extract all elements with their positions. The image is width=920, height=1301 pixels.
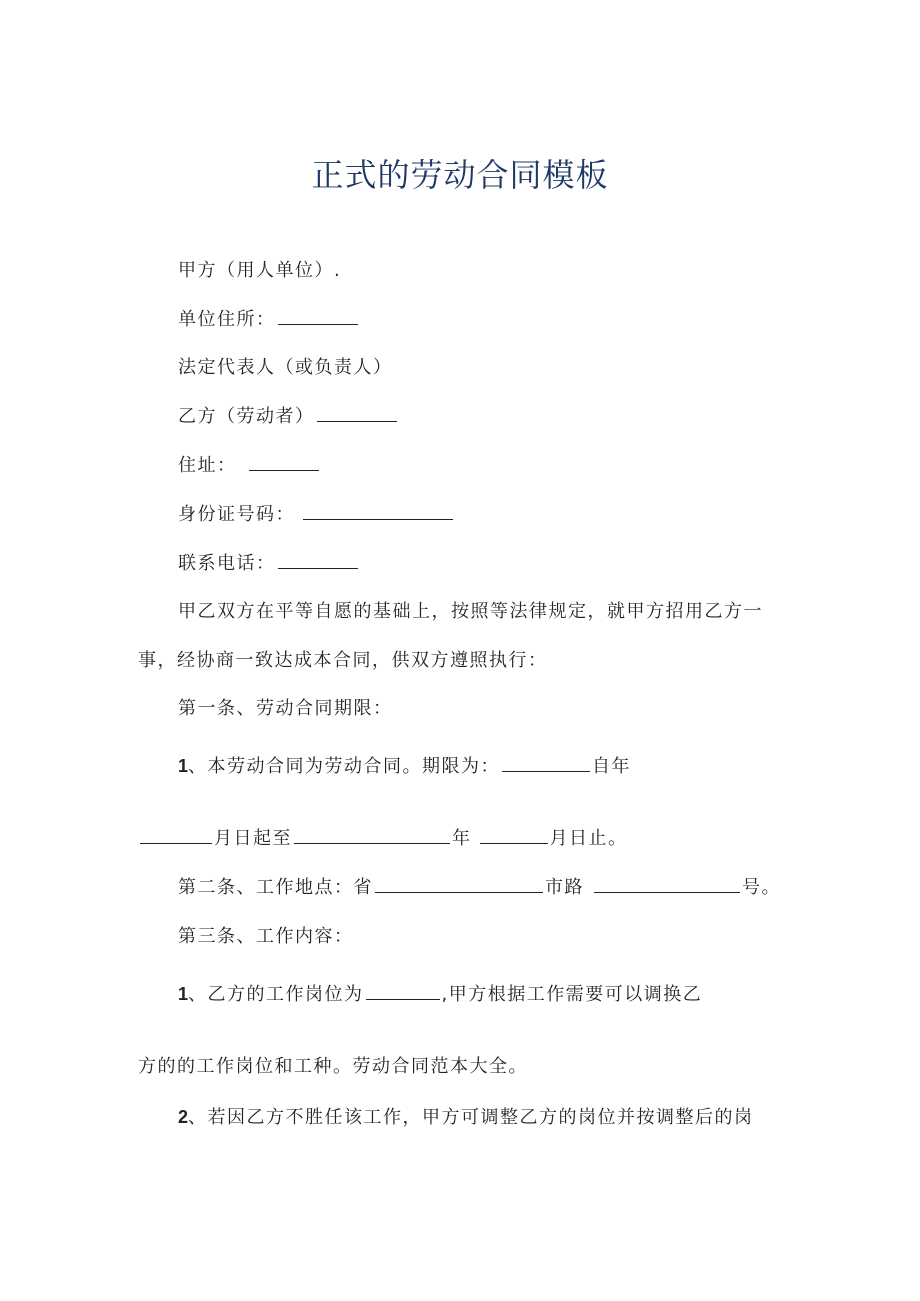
article-3-clause-2 bbox=[178, 1105, 754, 1130]
article-3-title: 第三条、工作内容： bbox=[178, 926, 354, 947]
end-month-blank bbox=[480, 827, 548, 844]
party-b-blank bbox=[317, 405, 397, 422]
phone-label: 联系电话： bbox=[178, 553, 276, 574]
term-type-blank bbox=[502, 755, 590, 772]
term-md1: 月日起至 bbox=[214, 828, 292, 849]
party-b-line bbox=[178, 405, 399, 429]
clause-text-2: ,甲方根据工作需要可以调换乙 bbox=[441, 984, 703, 1005]
id-label: 身份证号码： bbox=[178, 504, 295, 525]
position-blank bbox=[366, 983, 440, 1000]
article-3-clause-1 bbox=[178, 982, 702, 1007]
intro-line-1: 甲乙双方在平等自愿的基础上，按照等法律规定，就甲方招用乙方一 bbox=[178, 601, 763, 622]
clause-number: 2 bbox=[178, 1107, 189, 1127]
legal-rep-line: 法定代表人（或负责人） bbox=[178, 357, 393, 378]
article-2-text: 第二条、工作地点：省 bbox=[178, 877, 373, 898]
unit-address-label: 单位住所： bbox=[178, 309, 276, 330]
article-3-clause-1-line-2: 方的的工作岗位和工种。劳动合同范本大全。 bbox=[138, 1056, 528, 1077]
province-blank bbox=[375, 876, 543, 893]
article-2-city: 市路 bbox=[545, 877, 584, 898]
clause-tail: 自年 bbox=[592, 756, 632, 777]
clause-number: 1 bbox=[178, 984, 189, 1004]
unit-address-blank bbox=[278, 308, 358, 325]
party-b-label: 乙方（劳动者） bbox=[178, 406, 315, 427]
term-dates-line bbox=[138, 827, 628, 851]
end-date-blank bbox=[294, 827, 450, 844]
article-1-title: 第一条、劳动合同期限： bbox=[178, 698, 393, 719]
party-a-line: 甲方（用人单位）. bbox=[178, 260, 342, 281]
intro-line-2: 事，经协商一致达成本合同，供双方遵照执行： bbox=[138, 650, 548, 671]
start-year-blank bbox=[140, 827, 212, 844]
article-1-clause-1 bbox=[178, 754, 631, 779]
address-blank bbox=[249, 454, 319, 471]
article-2-line bbox=[178, 876, 781, 900]
term-year: 年 bbox=[452, 828, 472, 849]
clause-text: 、若因乙方不胜任该工作，甲方可调整乙方的岗位并按调整后的岗 bbox=[188, 1107, 754, 1128]
article-2-no: 号。 bbox=[742, 877, 781, 898]
clause-text: 、本劳动合同为劳动合同。期限为： bbox=[188, 756, 501, 777]
address-label: 住址： bbox=[178, 455, 237, 476]
term-end: 月日止。 bbox=[549, 828, 628, 849]
unit-address-line bbox=[178, 308, 360, 332]
clause-text: 、乙方的工作岗位为 bbox=[188, 984, 364, 1005]
phone-line bbox=[178, 552, 360, 576]
document-title: 正式的劳动合同模板 bbox=[311, 156, 609, 194]
id-blank bbox=[303, 503, 453, 520]
id-number-line bbox=[178, 503, 455, 527]
phone-blank bbox=[278, 552, 358, 569]
address-line bbox=[178, 454, 321, 478]
clause-number: 1 bbox=[178, 756, 189, 776]
road-blank bbox=[594, 876, 740, 893]
